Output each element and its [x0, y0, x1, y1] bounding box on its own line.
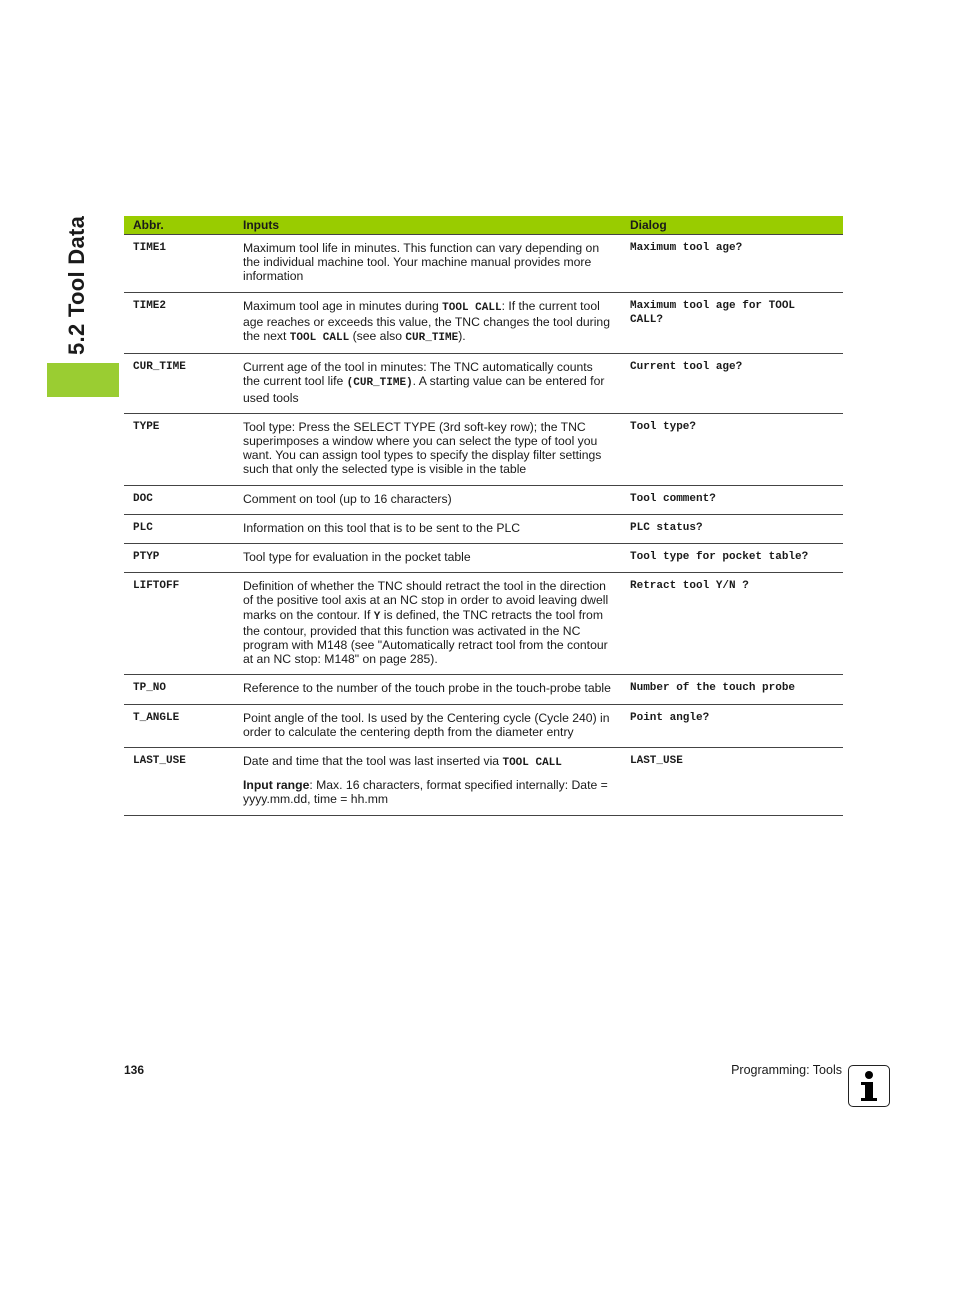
- table-header-row: [124, 216, 843, 235]
- header-inputs: Inputs: [234, 216, 621, 235]
- input-range-text: : Max. 16 characters, format specified internally: Date = yyyy.mm.dd, time = hh.mm: [243, 778, 608, 807]
- cell-abbr: TP_NO: [124, 675, 234, 704]
- inline-text: . A starting value can be entered for used tools: [243, 374, 605, 405]
- table-row: [124, 354, 843, 414]
- inline-text: Information on this tool that is to be sent to the PLC: [243, 520, 521, 535]
- cell-dialog: Tool comment?: [621, 485, 843, 514]
- cell-abbr: PLC: [124, 514, 234, 543]
- input-range-label: Input range: [243, 778, 310, 793]
- table-row: [124, 235, 843, 293]
- inline-text: ).: [458, 329, 466, 344]
- input-range-note: [243, 778, 612, 806]
- cell-dialog: Retract tool Y/N ?: [621, 573, 843, 675]
- header-dialog: Dialog: [621, 216, 843, 235]
- cell-inputs: [234, 514, 621, 543]
- cell-abbr: TIME1: [124, 235, 234, 293]
- inline-text: Maximum tool age in minutes during: [243, 298, 443, 313]
- table-row: [124, 514, 843, 543]
- inline-text: : If the current tool age reaches or exceeds this value, the TNC changes the tool during the next: [243, 298, 610, 344]
- cell-dialog: Maximum tool age?: [621, 235, 843, 293]
- cell-abbr: TYPE: [124, 413, 234, 485]
- cell-inputs: [234, 485, 621, 514]
- cell-dialog: Tool type?: [621, 413, 843, 485]
- inline-text: Point angle of the tool. Is used by the Centering cycle (Cycle 240) in order to calculate the centering depth from the diameter entry: [243, 710, 610, 739]
- cell-abbr: DOC: [124, 485, 234, 514]
- table-row: [124, 485, 843, 514]
- cell-inputs: [234, 748, 621, 816]
- table-row: [124, 704, 843, 747]
- section-tab-marker: [47, 363, 119, 397]
- cell-abbr: CUR_TIME: [124, 354, 234, 414]
- inline-text: Reference to the number of the touch probe in the touch-probe table: [243, 681, 611, 696]
- cell-dialog: PLC status?: [621, 514, 843, 543]
- cell-inputs: [234, 354, 621, 414]
- cell-dialog: Tool type for pocket table?: [621, 544, 843, 573]
- inline-text: (see also: [349, 329, 406, 344]
- cell-abbr: TIME2: [124, 292, 234, 354]
- chapter-title: Programming: Tools: [731, 1063, 842, 1077]
- cell-dialog: Current tool age?: [621, 354, 843, 414]
- table-row: [124, 413, 843, 485]
- cell-inputs: [234, 544, 621, 573]
- inline-text: Maximum tool life in minutes. This function can vary depending on the individual machine tool. Your machine manual provides more information: [243, 241, 600, 284]
- inline-code: (CUR_TIME): [346, 377, 413, 390]
- inline-code: TOOL CALL: [442, 301, 502, 314]
- inline-code: TOOL CALL: [502, 757, 562, 770]
- table-row: [124, 544, 843, 573]
- cell-inputs: [234, 292, 621, 354]
- inline-code: CUR_TIME: [405, 332, 459, 345]
- cell-dialog: Number of the touch probe: [621, 675, 843, 704]
- table-row: [124, 748, 843, 816]
- inline-text: is defined, the TNC retracts the tool from the contour, provided that this function was activated in the NC program with M148 (see "Automatically retract tool from the contour at an NC stop: M148" on page 285).: [243, 607, 608, 667]
- inline-text: Tool type for evaluation in the pocket table: [243, 550, 471, 565]
- page-number: 136: [124, 1063, 145, 1077]
- cell-abbr: PTYP: [124, 544, 234, 573]
- cell-abbr: LIFTOFF: [124, 573, 234, 675]
- inline-text: Tool type: Press the SELECT TYPE (3rd soft-key row); the TNC superimposes a window where you can select the type of tool you want. You can assign tool types to specify the display filter settings such that only the selected type is visible in the table: [243, 419, 602, 477]
- header-abbr: Abbr.: [124, 216, 234, 235]
- cell-inputs: [234, 235, 621, 293]
- tool-data-table: [124, 216, 843, 816]
- section-title: 5.2 Tool Data: [64, 215, 89, 355]
- table-row: [124, 573, 843, 675]
- inline-text: Date and time that the tool was last inserted via: [243, 754, 503, 769]
- cell-inputs: [234, 413, 621, 485]
- cell-dialog: Maximum tool age for TOOL CALL?: [621, 292, 843, 354]
- inline-code: Y: [373, 610, 381, 623]
- cell-inputs: [234, 675, 621, 704]
- cell-dialog: LAST_USE: [621, 748, 843, 816]
- table-row: [124, 675, 843, 704]
- cell-abbr: LAST_USE: [124, 748, 234, 816]
- cell-inputs: [234, 704, 621, 747]
- info-icon: [848, 1065, 890, 1107]
- inline-code: TOOL CALL: [289, 332, 350, 345]
- inline-text: Current age of the tool in minutes: The TNC automatically counts the current tool life: [243, 360, 593, 389]
- inline-text: Definition of whether the TNC should retract the tool in the direction of the positive tool axis at an NC stop in order to avoid leaving dwell marks on the contour. If: [243, 579, 609, 622]
- inline-text: Comment on tool (up to 16 characters): [243, 491, 452, 506]
- cell-abbr: T_ANGLE: [124, 704, 234, 747]
- table-row: [124, 292, 843, 354]
- cell-dialog: Point angle?: [621, 704, 843, 747]
- cell-inputs: [234, 573, 621, 675]
